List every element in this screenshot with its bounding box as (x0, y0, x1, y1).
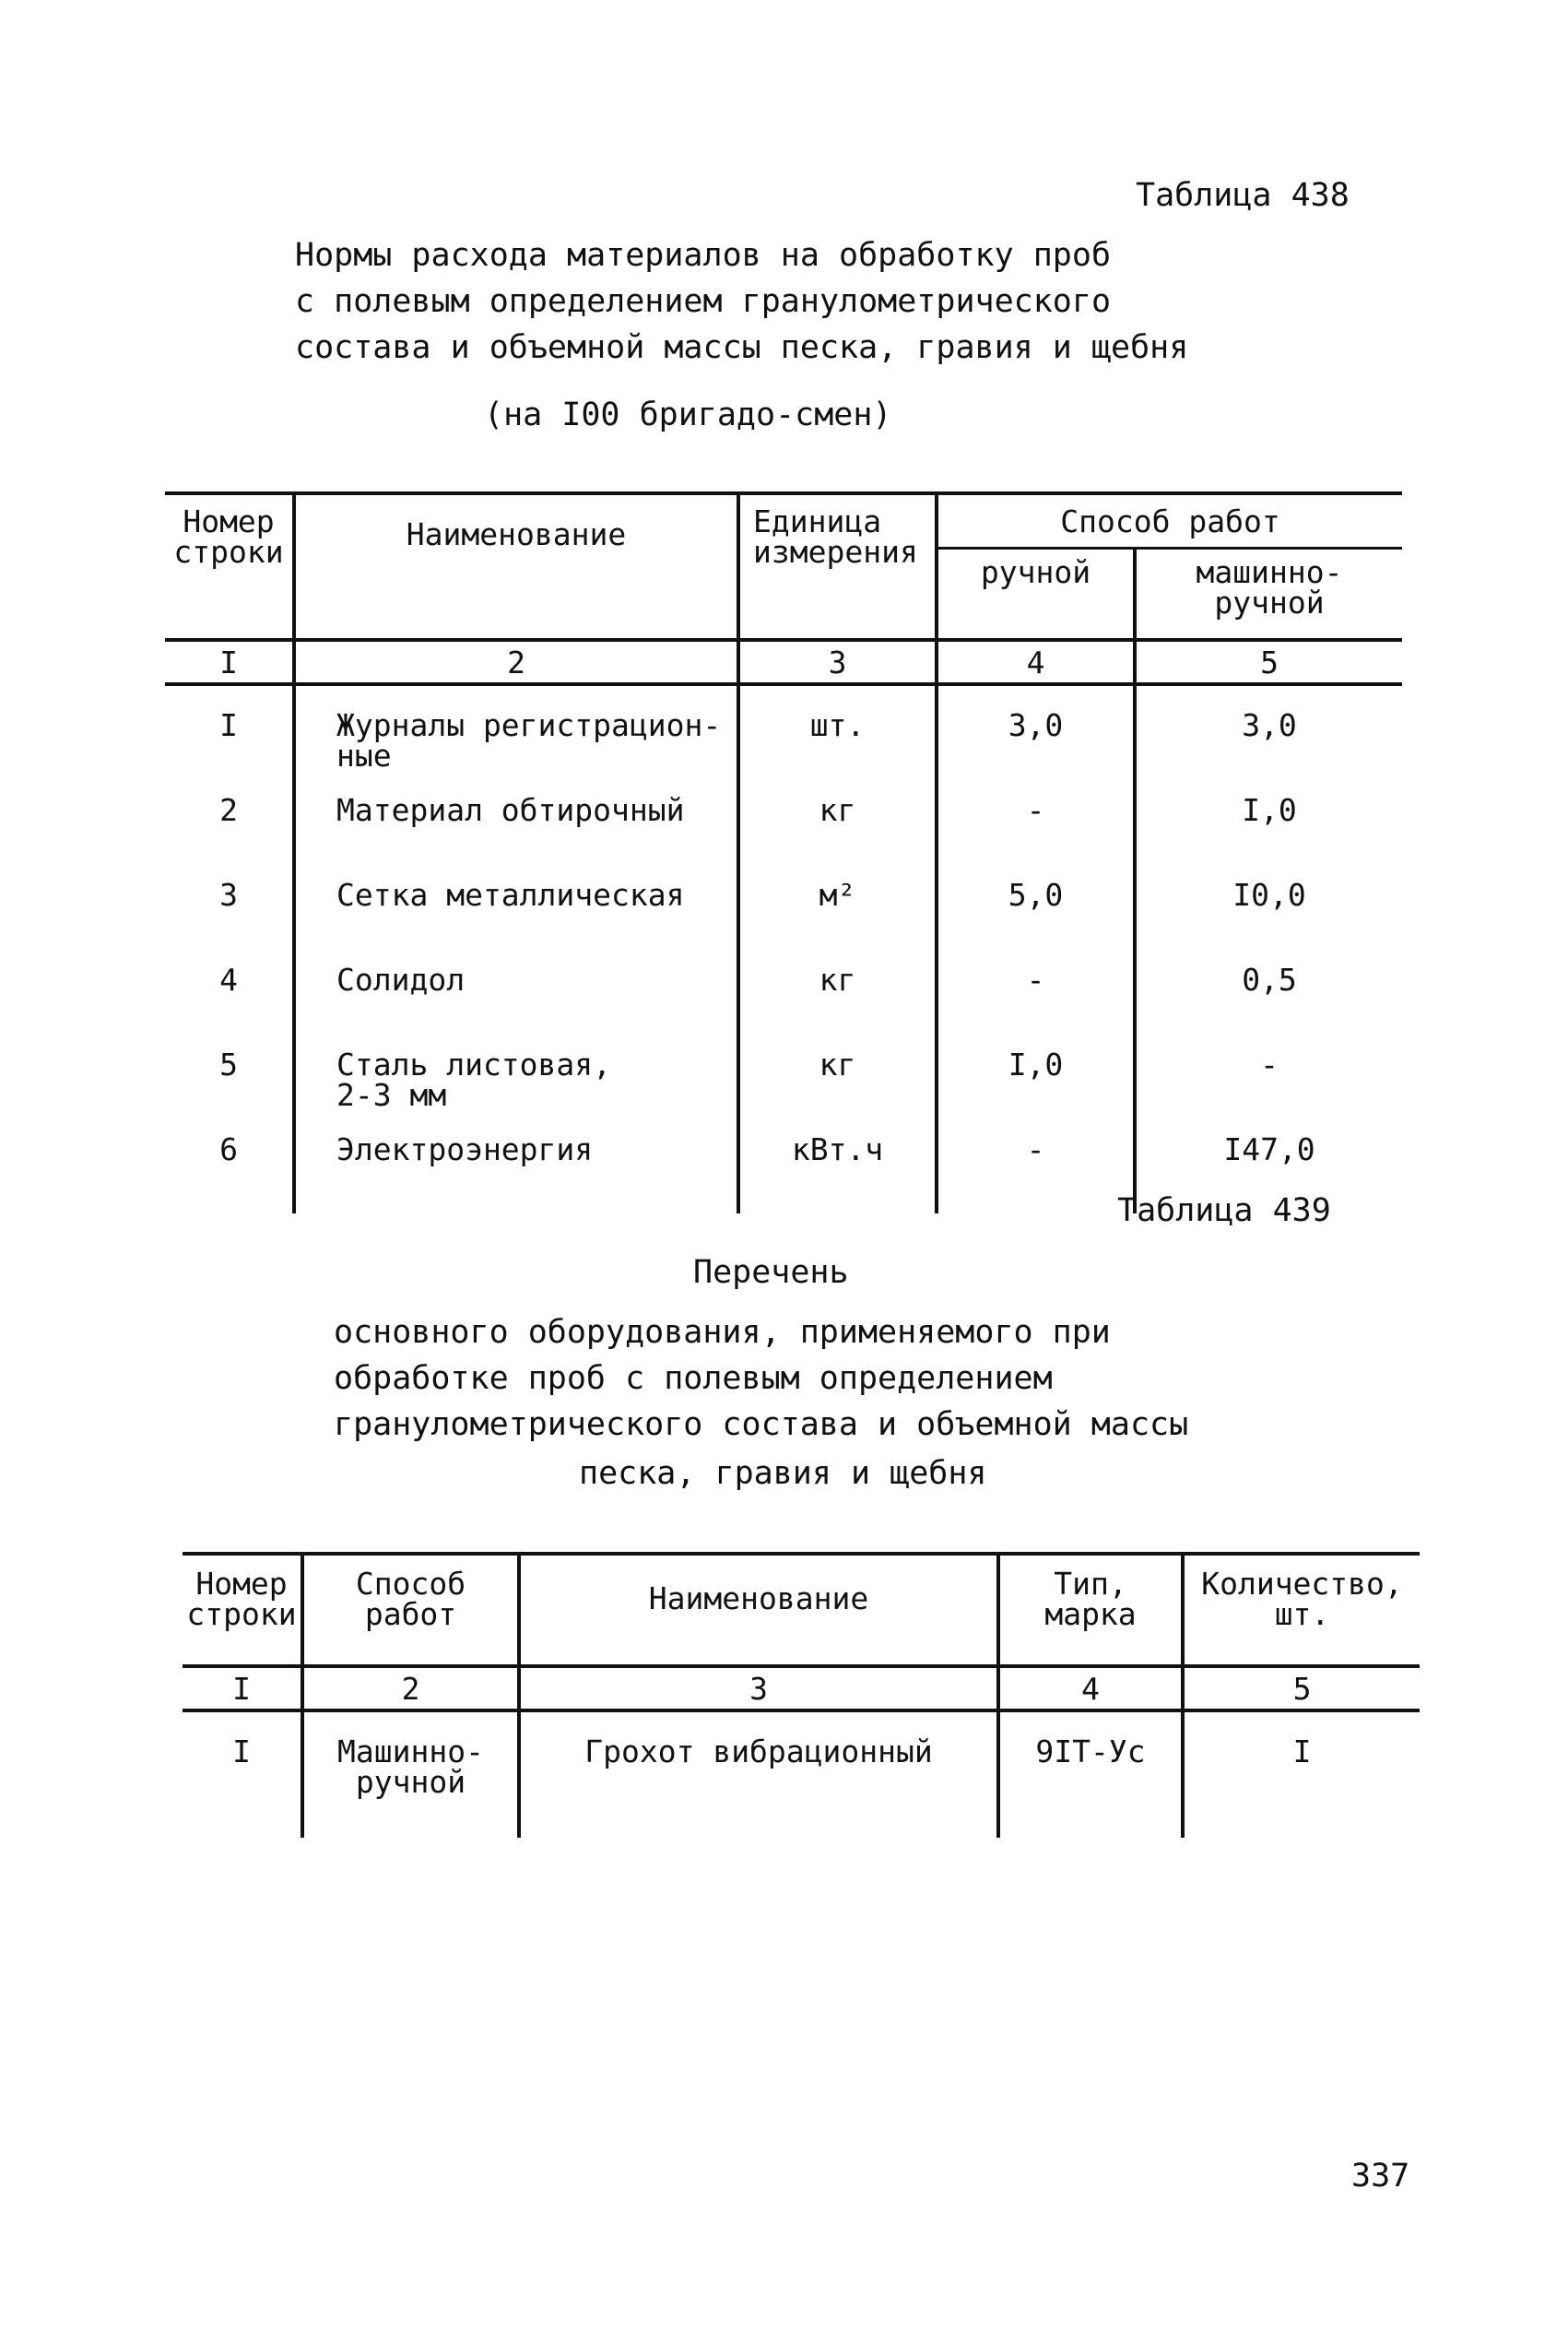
row-unit: кг (738, 771, 937, 856)
header-method (302, 1554, 519, 1666)
header-machine-manual (1135, 549, 1402, 641)
header-text: машинно- (1196, 554, 1343, 590)
header-name: Наименование (519, 1554, 998, 1666)
header-type (998, 1554, 1183, 1666)
column-number: I (165, 640, 294, 684)
column-number: 4 (998, 1666, 1183, 1710)
row-number: I (165, 684, 294, 771)
title-line: состава и объемной массы песка, гравия и щебня (295, 329, 1189, 366)
header-text: шт. (1274, 1596, 1330, 1632)
header-text: Номер (195, 1566, 288, 1602)
row-name-line: ные (336, 738, 392, 774)
column-number: I (183, 1666, 302, 1710)
row-name (294, 684, 738, 774)
header-text: измерения (753, 534, 918, 570)
row-number: 6 (165, 1110, 294, 1213)
table-row (165, 684, 1402, 771)
header-text: строки (173, 534, 284, 570)
row-method-line: Машинно- (337, 1733, 484, 1769)
header-row-number (183, 1554, 302, 1666)
column-number: 2 (294, 640, 738, 684)
row-name: Электроэнергия (294, 1110, 738, 1213)
header-manual: ручной (937, 549, 1135, 641)
row-qty: I (1292, 1733, 1312, 1769)
table-439-heading: Перечень (693, 1254, 849, 1291)
header-unit (738, 493, 937, 640)
row-number: 3 (165, 856, 294, 941)
table-row (183, 1710, 1420, 1838)
row-name-line: Журналы регистрацион- (336, 707, 722, 743)
row-manual: - (937, 1110, 1135, 1213)
row-unit: кг (738, 941, 937, 1025)
column-number-row (165, 640, 1402, 684)
table-row (165, 941, 1402, 1025)
column-number: 3 (519, 1666, 998, 1710)
row-manual: - (937, 941, 1135, 1025)
table-438-title (295, 237, 1188, 375)
row-name: Грохот вибрационный (519, 1710, 998, 1838)
row-number: 5 (165, 1025, 294, 1110)
header-text: ручной (1214, 585, 1325, 621)
row-unit: шт. (738, 684, 937, 771)
row-unit: м² (738, 856, 937, 941)
header-text: строки (186, 1596, 297, 1632)
header-text: Количество, (1201, 1566, 1403, 1602)
row-name: Материал обтирочный (294, 771, 738, 856)
table-439-title-last: песка, гравия и щебня (579, 1455, 987, 1492)
table-438-label: Таблица 438 (1136, 177, 1350, 214)
header-row-number (165, 493, 294, 640)
column-number: 4 (937, 640, 1135, 684)
row-name-line: 2-3 мм (336, 1077, 447, 1113)
table-438-subtitle: (на I00 бригадо-смен) (484, 396, 892, 433)
table-438 (165, 491, 1402, 1213)
column-number: 5 (1183, 1666, 1420, 1710)
row-unit: кг (738, 1025, 937, 1110)
table-439-label: Таблица 439 (1117, 1192, 1331, 1229)
table-439 (183, 1552, 1420, 1838)
row-manual: I,0 (937, 1025, 1135, 1110)
row-method (302, 1710, 519, 1838)
row-name: Сетка металлическая (294, 856, 738, 941)
row-machine: I,0 (1242, 792, 1297, 828)
table-row (165, 771, 1402, 856)
row-manual: - (937, 771, 1135, 856)
row-method-line: ручной (355, 1764, 466, 1800)
header-text: Единица (753, 503, 882, 539)
page-number: 337 (1351, 2158, 1410, 2195)
header-qty (1183, 1554, 1420, 1666)
column-number: 3 (738, 640, 937, 684)
row-number: I (183, 1710, 302, 1838)
header-text: Способ (355, 1566, 466, 1602)
row-number: 4 (165, 941, 294, 1025)
header-text: работ (364, 1596, 457, 1632)
column-number: 2 (302, 1666, 519, 1710)
column-number: 5 (1135, 640, 1402, 684)
table-row (165, 856, 1402, 941)
row-machine: 0,5 (1242, 962, 1297, 998)
row-machine: - (1260, 1047, 1279, 1083)
title-line: Нормы расхода материалов на обработку проб (295, 237, 1112, 274)
row-name: Солидол (294, 941, 738, 1025)
header-text: марка (1044, 1596, 1137, 1632)
title-line: основного оборудования, применяемого при (334, 1314, 1111, 1351)
row-type: 9IТ-Ус (998, 1710, 1183, 1838)
header-text: Номер (183, 503, 275, 539)
header-name: Наименование (294, 493, 738, 640)
row-manual: 3,0 (937, 684, 1135, 771)
header-method: Способ работ (937, 493, 1402, 549)
title-line: обработке проб с полевым определением (334, 1360, 1053, 1397)
row-name (294, 1025, 738, 1113)
row-unit: кВт.ч (738, 1110, 937, 1213)
header-text: Тип, (1054, 1566, 1127, 1602)
table-439-title (334, 1314, 1188, 1452)
table-row (165, 1025, 1402, 1110)
row-manual: 5,0 (937, 856, 1135, 941)
title-line: с полевым определением гранулометрического (295, 283, 1112, 320)
row-number: 2 (165, 771, 294, 856)
row-machine: 3,0 (1242, 707, 1297, 743)
row-machine: I0,0 (1232, 877, 1306, 913)
row-name-line: Сталь листовая, (336, 1047, 612, 1083)
row-machine: I47,0 (1223, 1131, 1315, 1167)
title-line: гранулометрического состава и объемной массы (334, 1406, 1189, 1443)
column-number-row (183, 1666, 1420, 1710)
